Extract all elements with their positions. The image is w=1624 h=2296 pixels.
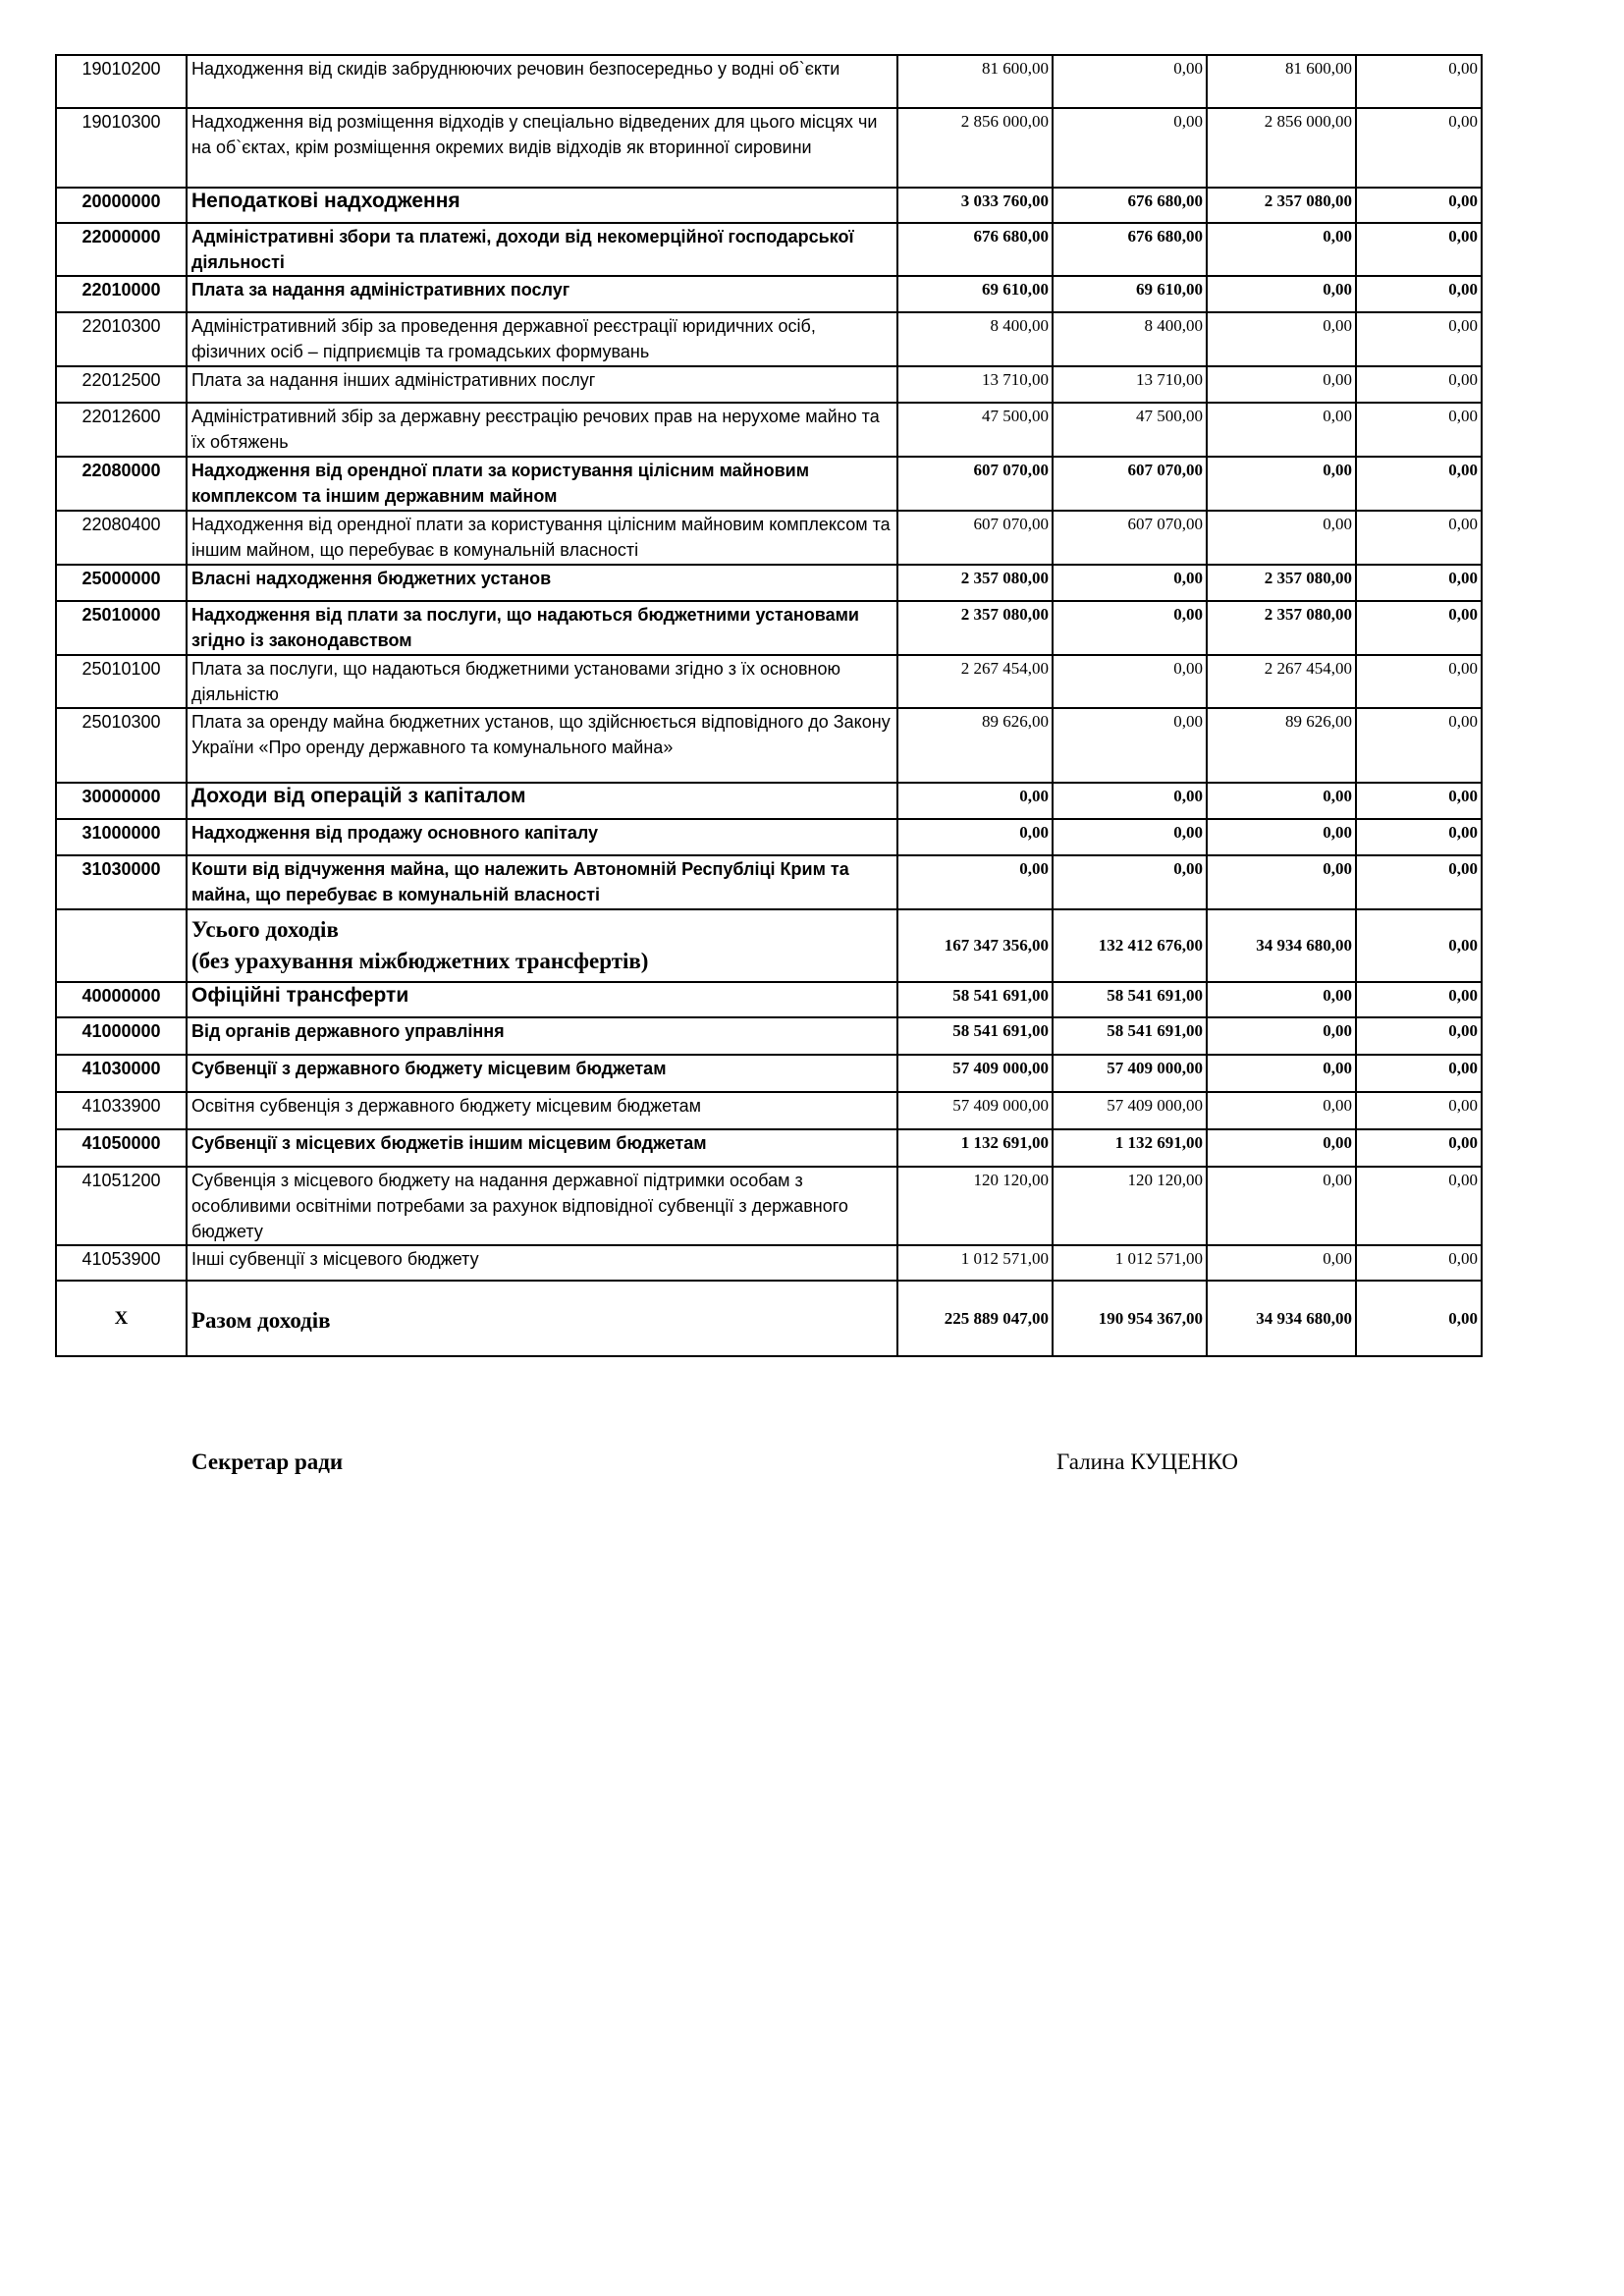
table-row <box>56 982 1482 1017</box>
row-special: 0,00 <box>1207 819 1356 855</box>
row-code: 41030000 <box>56 1055 187 1092</box>
row-general: 676 680,00 <box>1053 223 1207 276</box>
row-name: Від органів державного управління <box>187 1017 897 1055</box>
row-code: 19010300 <box>56 108 187 188</box>
row-general: 0,00 <box>1053 565 1207 601</box>
row-special: 0,00 <box>1207 366 1356 403</box>
row-general: 8 400,00 <box>1053 312 1207 366</box>
row-name: Плата за послуги, що надаються бюджетними установами згідно з їх основною діяльністю <box>187 655 897 708</box>
row-dev: 0,00 <box>1356 276 1482 312</box>
subtotal-label-line2: (без урахування міжбюджетних трансфертів) <box>191 949 649 973</box>
table-row <box>56 1017 1482 1055</box>
row-special: 0,00 <box>1207 223 1356 276</box>
row-name: Плата за надання інших адміністративних послуг <box>187 366 897 403</box>
row-total: 2 357 080,00 <box>897 601 1053 655</box>
row-total: 2 856 000,00 <box>897 108 1053 188</box>
row-special: 34 934 680,00 <box>1207 909 1356 982</box>
row-name: Надходження від орендної плати за користування цілісним майновим комплексом та іншим державним майном <box>187 457 897 511</box>
row-special: 2 856 000,00 <box>1207 108 1356 188</box>
row-total: 3 033 760,00 <box>897 188 1053 223</box>
row-dev: 0,00 <box>1356 366 1482 403</box>
row-code: 41051200 <box>56 1167 187 1245</box>
row-special: 0,00 <box>1207 1017 1356 1055</box>
row-special: 0,00 <box>1207 1129 1356 1167</box>
table-row <box>56 1092 1482 1129</box>
row-general: 0,00 <box>1053 708 1207 783</box>
row-code: 41050000 <box>56 1129 187 1167</box>
row-total: 1 012 571,00 <box>897 1245 1053 1281</box>
row-code <box>56 909 187 982</box>
table-row <box>56 366 1482 403</box>
row-code: 25000000 <box>56 565 187 601</box>
row-dev: 0,00 <box>1356 457 1482 511</box>
row-total: 57 409 000,00 <box>897 1055 1053 1092</box>
row-code: 22000000 <box>56 223 187 276</box>
grand-total-label: Разом доходів <box>187 1281 897 1356</box>
row-total: 57 409 000,00 <box>897 1092 1053 1129</box>
row-special: 89 626,00 <box>1207 708 1356 783</box>
row-code: 25010300 <box>56 708 187 783</box>
row-total: 1 132 691,00 <box>897 1129 1053 1167</box>
row-dev: 0,00 <box>1356 982 1482 1017</box>
table-row <box>56 223 1482 276</box>
row-general: 0,00 <box>1053 108 1207 188</box>
table-row <box>56 1245 1482 1281</box>
row-total: 8 400,00 <box>897 312 1053 366</box>
row-name: Плата за надання адміністративних послуг <box>187 276 897 312</box>
row-dev: 0,00 <box>1356 708 1482 783</box>
subtotal-label-line1: Усього доходів <box>191 917 339 942</box>
row-total: 13 710,00 <box>897 366 1053 403</box>
row-special: 0,00 <box>1207 312 1356 366</box>
row-dev: 0,00 <box>1356 1129 1482 1167</box>
row-name: Плата за оренду майна бюджетних установ, що здійснюється відповідного до Закону України «Про оренду державного та комунального майна» <box>187 708 897 783</box>
row-code: 31030000 <box>56 855 187 909</box>
row-dev: 0,00 <box>1356 1017 1482 1055</box>
row-general: 13 710,00 <box>1053 366 1207 403</box>
row-name: Надходження від плати за послуги, що надаються бюджетними установами згідно із законодавством <box>187 601 897 655</box>
row-code: 41053900 <box>56 1245 187 1281</box>
row-general: 132 412 676,00 <box>1053 909 1207 982</box>
row-special: 0,00 <box>1207 1055 1356 1092</box>
subtotal-row <box>56 909 1482 982</box>
table-row <box>56 601 1482 655</box>
row-special: 0,00 <box>1207 511 1356 565</box>
row-general: 57 409 000,00 <box>1053 1055 1207 1092</box>
row-special: 0,00 <box>1207 783 1356 819</box>
row-dev: 0,00 <box>1356 783 1482 819</box>
row-code: 20000000 <box>56 188 187 223</box>
row-special: 34 934 680,00 <box>1207 1281 1356 1356</box>
row-name: Адміністративний збір за проведення державної реєстрації юридичних осіб, фізичних осіб – підприємців та громадських формувань <box>187 312 897 366</box>
row-code: 41033900 <box>56 1092 187 1129</box>
row-code: 22080000 <box>56 457 187 511</box>
row-code: X <box>56 1281 187 1356</box>
row-special: 2 357 080,00 <box>1207 601 1356 655</box>
row-special: 0,00 <box>1207 1245 1356 1281</box>
row-name: Власні надходження бюджетних установ <box>187 565 897 601</box>
row-special: 0,00 <box>1207 276 1356 312</box>
row-total: 2 267 454,00 <box>897 655 1053 708</box>
row-dev: 0,00 <box>1356 108 1482 188</box>
row-name: Субвенція з місцевого бюджету на надання державної підтримки особам з особливими освітніми потребами за рахунок відповідної субвенції з державного бюджету <box>187 1167 897 1245</box>
row-total: 58 541 691,00 <box>897 982 1053 1017</box>
row-code: 31000000 <box>56 819 187 855</box>
row-dev: 0,00 <box>1356 312 1482 366</box>
table-row <box>56 1129 1482 1167</box>
row-general: 0,00 <box>1053 819 1207 855</box>
row-total: 0,00 <box>897 855 1053 909</box>
row-dev: 0,00 <box>1356 223 1482 276</box>
subtotal-label <box>187 909 897 982</box>
row-name: Освітня субвенція з державного бюджету місцевим бюджетам <box>187 1092 897 1129</box>
row-general: 0,00 <box>1053 601 1207 655</box>
row-dev: 0,00 <box>1356 909 1482 982</box>
row-name: Субвенції з місцевих бюджетів іншим місцевим бюджетам <box>187 1129 897 1167</box>
row-name: Неподаткові надходження <box>187 188 897 223</box>
row-name: Субвенції з державного бюджету місцевим бюджетам <box>187 1055 897 1092</box>
row-name: Адміністративні збори та платежі, доходи від некомерційної господарської діяльності <box>187 223 897 276</box>
row-special: 0,00 <box>1207 1167 1356 1245</box>
row-total: 81 600,00 <box>897 55 1053 108</box>
row-name: Офіційні трансферти <box>187 982 897 1017</box>
table-row <box>56 655 1482 708</box>
table-row <box>56 708 1482 783</box>
row-total: 0,00 <box>897 783 1053 819</box>
row-code: 22010300 <box>56 312 187 366</box>
table-row <box>56 855 1482 909</box>
row-dev: 0,00 <box>1356 511 1482 565</box>
row-total: 607 070,00 <box>897 511 1053 565</box>
row-code: 22010000 <box>56 276 187 312</box>
row-special: 0,00 <box>1207 403 1356 457</box>
row-general: 57 409 000,00 <box>1053 1092 1207 1129</box>
row-total: 607 070,00 <box>897 457 1053 511</box>
row-general: 47 500,00 <box>1053 403 1207 457</box>
row-name: Кошти від відчуження майна, що належить Автономній Республіці Крим та майна, що перебуває в комунальній власності <box>187 855 897 909</box>
row-name: Надходження від орендної плати за користування цілісним майновим комплексом та іншим майном, що перебуває в комунальній власності <box>187 511 897 565</box>
row-general: 1 012 571,00 <box>1053 1245 1207 1281</box>
row-total: 69 610,00 <box>897 276 1053 312</box>
row-general: 676 680,00 <box>1053 188 1207 223</box>
row-special: 81 600,00 <box>1207 55 1356 108</box>
table-row <box>56 457 1482 511</box>
table-row <box>56 55 1482 108</box>
row-dev: 0,00 <box>1356 1092 1482 1129</box>
row-general: 58 541 691,00 <box>1053 1017 1207 1055</box>
row-total: 0,00 <box>897 819 1053 855</box>
row-dev: 0,00 <box>1356 55 1482 108</box>
row-dev: 0,00 <box>1356 855 1482 909</box>
row-code: 22080400 <box>56 511 187 565</box>
table-row <box>56 819 1482 855</box>
row-general: 190 954 367,00 <box>1053 1281 1207 1356</box>
row-special: 0,00 <box>1207 855 1356 909</box>
row-general: 0,00 <box>1053 783 1207 819</box>
row-total: 58 541 691,00 <box>897 1017 1053 1055</box>
table-row <box>56 1167 1482 1245</box>
row-code: 22012500 <box>56 366 187 403</box>
table-row <box>56 188 1482 223</box>
row-name: Адміністративний збір за державну реєстрацію речових прав на нерухоме майно та їх обтяжень <box>187 403 897 457</box>
row-dev: 0,00 <box>1356 403 1482 457</box>
row-dev: 0,00 <box>1356 1245 1482 1281</box>
row-general: 607 070,00 <box>1053 457 1207 511</box>
row-name: Надходження від продажу основного капіталу <box>187 819 897 855</box>
row-total: 47 500,00 <box>897 403 1053 457</box>
row-special: 2 357 080,00 <box>1207 188 1356 223</box>
row-special: 0,00 <box>1207 457 1356 511</box>
row-code: 22012600 <box>56 403 187 457</box>
row-total: 120 120,00 <box>897 1167 1053 1245</box>
row-special: 2 267 454,00 <box>1207 655 1356 708</box>
row-code: 19010200 <box>56 55 187 108</box>
grand-total-row <box>56 1281 1482 1356</box>
signature-position: Секретар ради <box>191 1449 344 1474</box>
table-row <box>56 1055 1482 1092</box>
row-general: 120 120,00 <box>1053 1167 1207 1245</box>
row-total: 89 626,00 <box>897 708 1053 783</box>
row-total: 225 889 047,00 <box>897 1281 1053 1356</box>
row-total: 676 680,00 <box>897 223 1053 276</box>
row-total: 167 347 356,00 <box>897 909 1053 982</box>
table-row <box>56 403 1482 457</box>
table-row <box>56 783 1482 819</box>
row-total: 2 357 080,00 <box>897 565 1053 601</box>
row-dev: 0,00 <box>1356 1055 1482 1092</box>
table-row <box>56 276 1482 312</box>
row-dev: 0,00 <box>1356 188 1482 223</box>
row-general: 0,00 <box>1053 55 1207 108</box>
row-dev: 0,00 <box>1356 819 1482 855</box>
row-special: 0,00 <box>1207 982 1356 1017</box>
row-special: 0,00 <box>1207 1092 1356 1129</box>
row-special: 2 357 080,00 <box>1207 565 1356 601</box>
revenue-table <box>55 54 1483 1357</box>
row-dev: 0,00 <box>1356 1167 1482 1245</box>
row-code: 25010000 <box>56 601 187 655</box>
signature-name: Галина КУЦЕНКО <box>1056 1449 1238 1474</box>
row-dev: 0,00 <box>1356 601 1482 655</box>
row-code: 25010100 <box>56 655 187 708</box>
row-general: 607 070,00 <box>1053 511 1207 565</box>
table-row <box>56 511 1482 565</box>
row-dev: 0,00 <box>1356 655 1482 708</box>
row-code: 40000000 <box>56 982 187 1017</box>
row-dev: 0,00 <box>1356 1281 1482 1356</box>
row-general: 1 132 691,00 <box>1053 1129 1207 1167</box>
row-general: 0,00 <box>1053 655 1207 708</box>
row-name: Інші субвенції з місцевого бюджету <box>187 1245 897 1281</box>
row-name: Доходи від операцій з капіталом <box>187 783 897 819</box>
row-name: Надходження від розміщення відходів у спеціально відведених для цього місцях чи на об`єктах, крім розміщення окремих видів відходів як вторинної сировини <box>187 108 897 188</box>
table-row <box>56 565 1482 601</box>
row-code: 30000000 <box>56 783 187 819</box>
row-general: 58 541 691,00 <box>1053 982 1207 1017</box>
row-code: 41000000 <box>56 1017 187 1055</box>
table-row <box>56 108 1482 188</box>
table-row <box>56 312 1482 366</box>
row-dev: 0,00 <box>1356 565 1482 601</box>
row-general: 69 610,00 <box>1053 276 1207 312</box>
row-name: Надходження від скидів забруднюючих речовин безпосередньо у водні об`єкти <box>187 55 897 108</box>
row-general: 0,00 <box>1053 855 1207 909</box>
